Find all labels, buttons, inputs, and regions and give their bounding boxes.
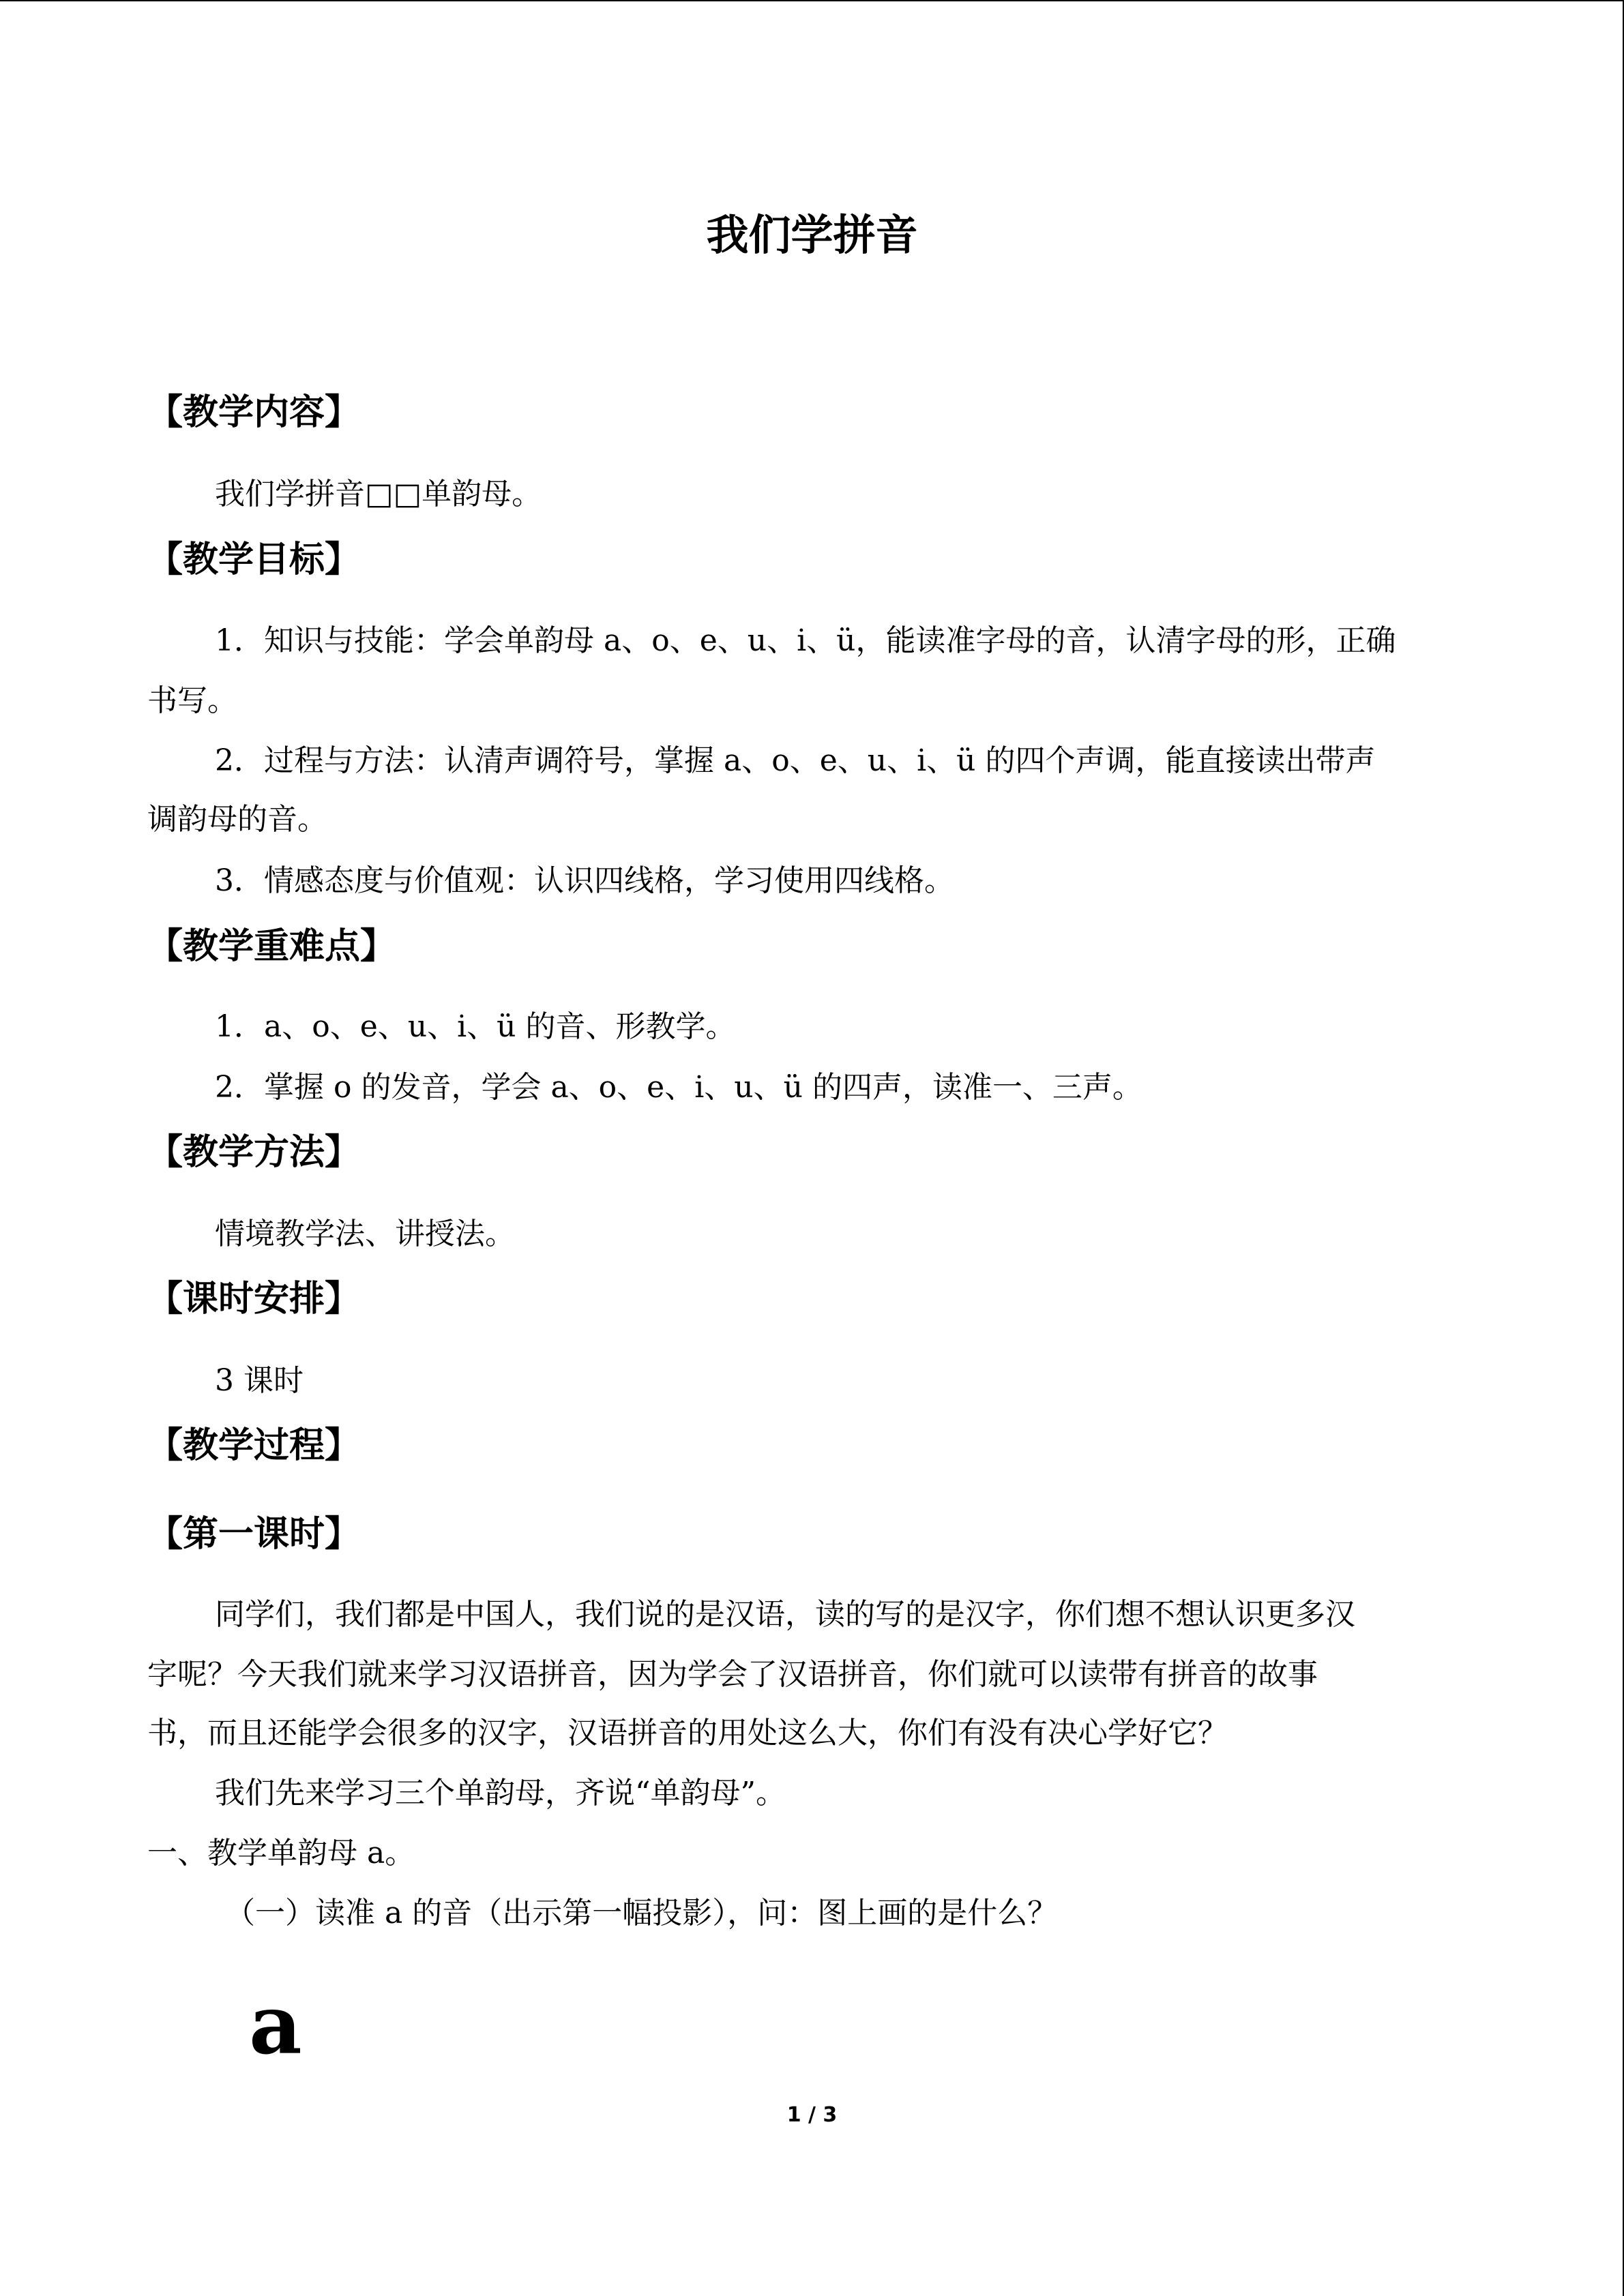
goal-item-1-line-1: 1．知识与技能：学会单韵母 a、o、e、u、i、ü，能读准字母的音，认清字母的形，正确 bbox=[215, 623, 1396, 658]
goal-item-2-line-1: 2．过程与方法：认清声调符号，掌握 a、o、e、u、i、ü 的四个声调，能直接读出带声 bbox=[215, 743, 1376, 778]
heading-teaching-process: 【教学过程】 bbox=[147, 1425, 361, 1466]
schedule-text: 3 课时 bbox=[215, 1363, 304, 1398]
goal-item-3: 3．情感态度与价值观：认识四线格，学习使用四线格。 bbox=[215, 863, 954, 898]
key-point-1: 1．a、o、e、u、i、ü 的音、形教学。 bbox=[215, 1009, 736, 1044]
goal-item-1-line-2: 书写。 bbox=[147, 683, 237, 718]
lesson1-para2: 我们先来学习三个单韵母，齐说“单韵母”。 bbox=[215, 1776, 786, 1810]
methods-text: 情境教学法、讲授法。 bbox=[215, 1217, 515, 1251]
page-title: 我们学拼音 bbox=[706, 210, 918, 260]
heading-class-schedule: 【课时安排】 bbox=[147, 1279, 361, 1320]
heading-teaching-methods: 【教学方法】 bbox=[147, 1132, 361, 1173]
lesson1-step1: 一、教学单韵母 a。 bbox=[147, 1836, 415, 1870]
lesson1-para1-line2: 字呢？今天我们就来学习汉语拼音，因为学会了汉语拼音，你们就可以读带有拼音的故事 bbox=[147, 1657, 1318, 1692]
lesson1-step1-sub1: （一）读准 a 的音（出示第一幅投影），问：图上画的是什么？ bbox=[225, 1896, 1058, 1930]
key-point-2: 2．掌握 o 的发音，学会 a、o、e、i、u、ü 的四声，读准一、三声。 bbox=[215, 1070, 1142, 1105]
lesson1-para1-line1: 同学们，我们都是中国人，我们说的是汉语，读的写的是汉字，你们想不想认识更多汉 bbox=[215, 1597, 1355, 1632]
heading-teaching-content: 【教学内容】 bbox=[147, 392, 361, 433]
page-number: 1 / 3 bbox=[786, 2103, 838, 2127]
heading-teaching-goals: 【教学目标】 bbox=[147, 539, 361, 580]
goal-item-2-line-2: 调韵母的音。 bbox=[147, 802, 327, 837]
lesson1-para1-line3: 书，而且还能学会很多的汉字，汉语拼音的用处这么大，你们有没有决心学好它？ bbox=[147, 1716, 1228, 1750]
heading-lesson-one: 【第一课时】 bbox=[147, 1514, 361, 1555]
heading-key-points: 【教学重难点】 bbox=[147, 926, 396, 967]
letter-a-image: a bbox=[249, 1977, 302, 2073]
content-text: 我们学拼音□□单韵母。 bbox=[215, 477, 542, 511]
